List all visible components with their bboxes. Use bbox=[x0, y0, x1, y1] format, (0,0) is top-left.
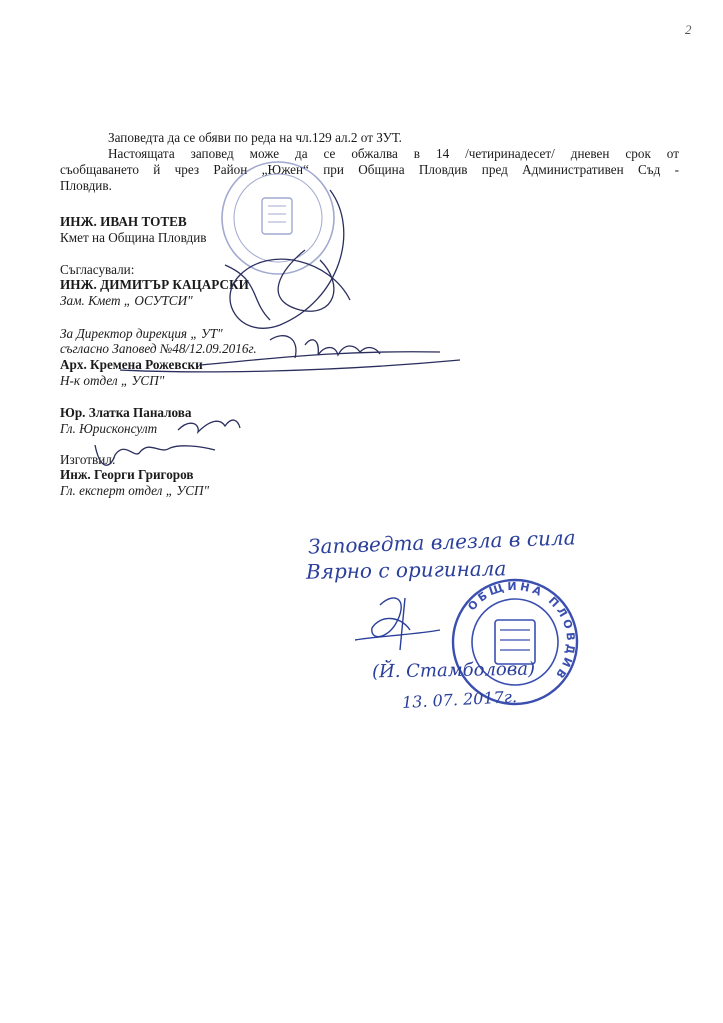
announce-paragraph: Заповедта да се обяви по реда на чл.129 ал.2 от ЗУТ. bbox=[108, 130, 402, 145]
mayor-name: ИНЖ. ИВАН ТОТЕВ bbox=[60, 214, 187, 229]
director-name: Арх. Кремена Рожевски bbox=[60, 357, 203, 372]
handwritten-true-copy: Вярно с оригинала bbox=[305, 556, 507, 584]
agreed-heading: Съгласували: bbox=[60, 262, 135, 277]
handwritten-in-force: Заповедта влезла в сила bbox=[307, 525, 576, 559]
lawyer-title: Гл. Юрисконсулт bbox=[60, 421, 158, 436]
director-line-1: За Директор дирекция „ УТ" bbox=[60, 326, 223, 341]
seal-ring-text: ОБЩИНА ПЛОВДИВ bbox=[465, 579, 578, 683]
lawyer-signature bbox=[178, 420, 240, 432]
lawyer-name: Юр. Златка Паналова bbox=[60, 405, 192, 420]
appeal-line-2: съобщаването й чрез Район „Южен“ при Община Пловдив пред Административен Съд - bbox=[60, 162, 679, 177]
preparer-title: Гл. експерт отдел „ УСП" bbox=[60, 483, 210, 498]
director-line-2: съгласно Заповед №48/12.09.2016г. bbox=[60, 341, 257, 356]
mayor-title: Кмет на Община Пловдив bbox=[60, 230, 207, 245]
preparer-name: Инж. Георги Григоров bbox=[60, 467, 194, 482]
mayor-seal bbox=[222, 162, 334, 274]
official-seal bbox=[453, 580, 577, 704]
appeal-line-3: Пловдив. bbox=[60, 178, 112, 193]
certifier-signature bbox=[355, 598, 440, 650]
handwritten-date: 13. 07. 2017г. bbox=[401, 687, 518, 712]
deputy-mayor-name: ИНЖ. ДИМИТЪР КАЦАРСКИ bbox=[60, 277, 249, 292]
prepared-heading: Изготвил: bbox=[60, 452, 116, 467]
appeal-line-1: Настоящата заповед може да се обжалва в 14 /четиринадесет/ дневен срок от bbox=[108, 146, 679, 161]
handwritten-certifier-name: (Й. Стамболова) bbox=[371, 658, 536, 683]
mayor-signature bbox=[225, 190, 350, 328]
deputy-mayor-title: Зам. Кмет „ ОСУТСИ" bbox=[60, 293, 193, 308]
page-number: 2 bbox=[685, 22, 692, 37]
director-title: Н-к отдел „ УСП" bbox=[60, 373, 165, 388]
